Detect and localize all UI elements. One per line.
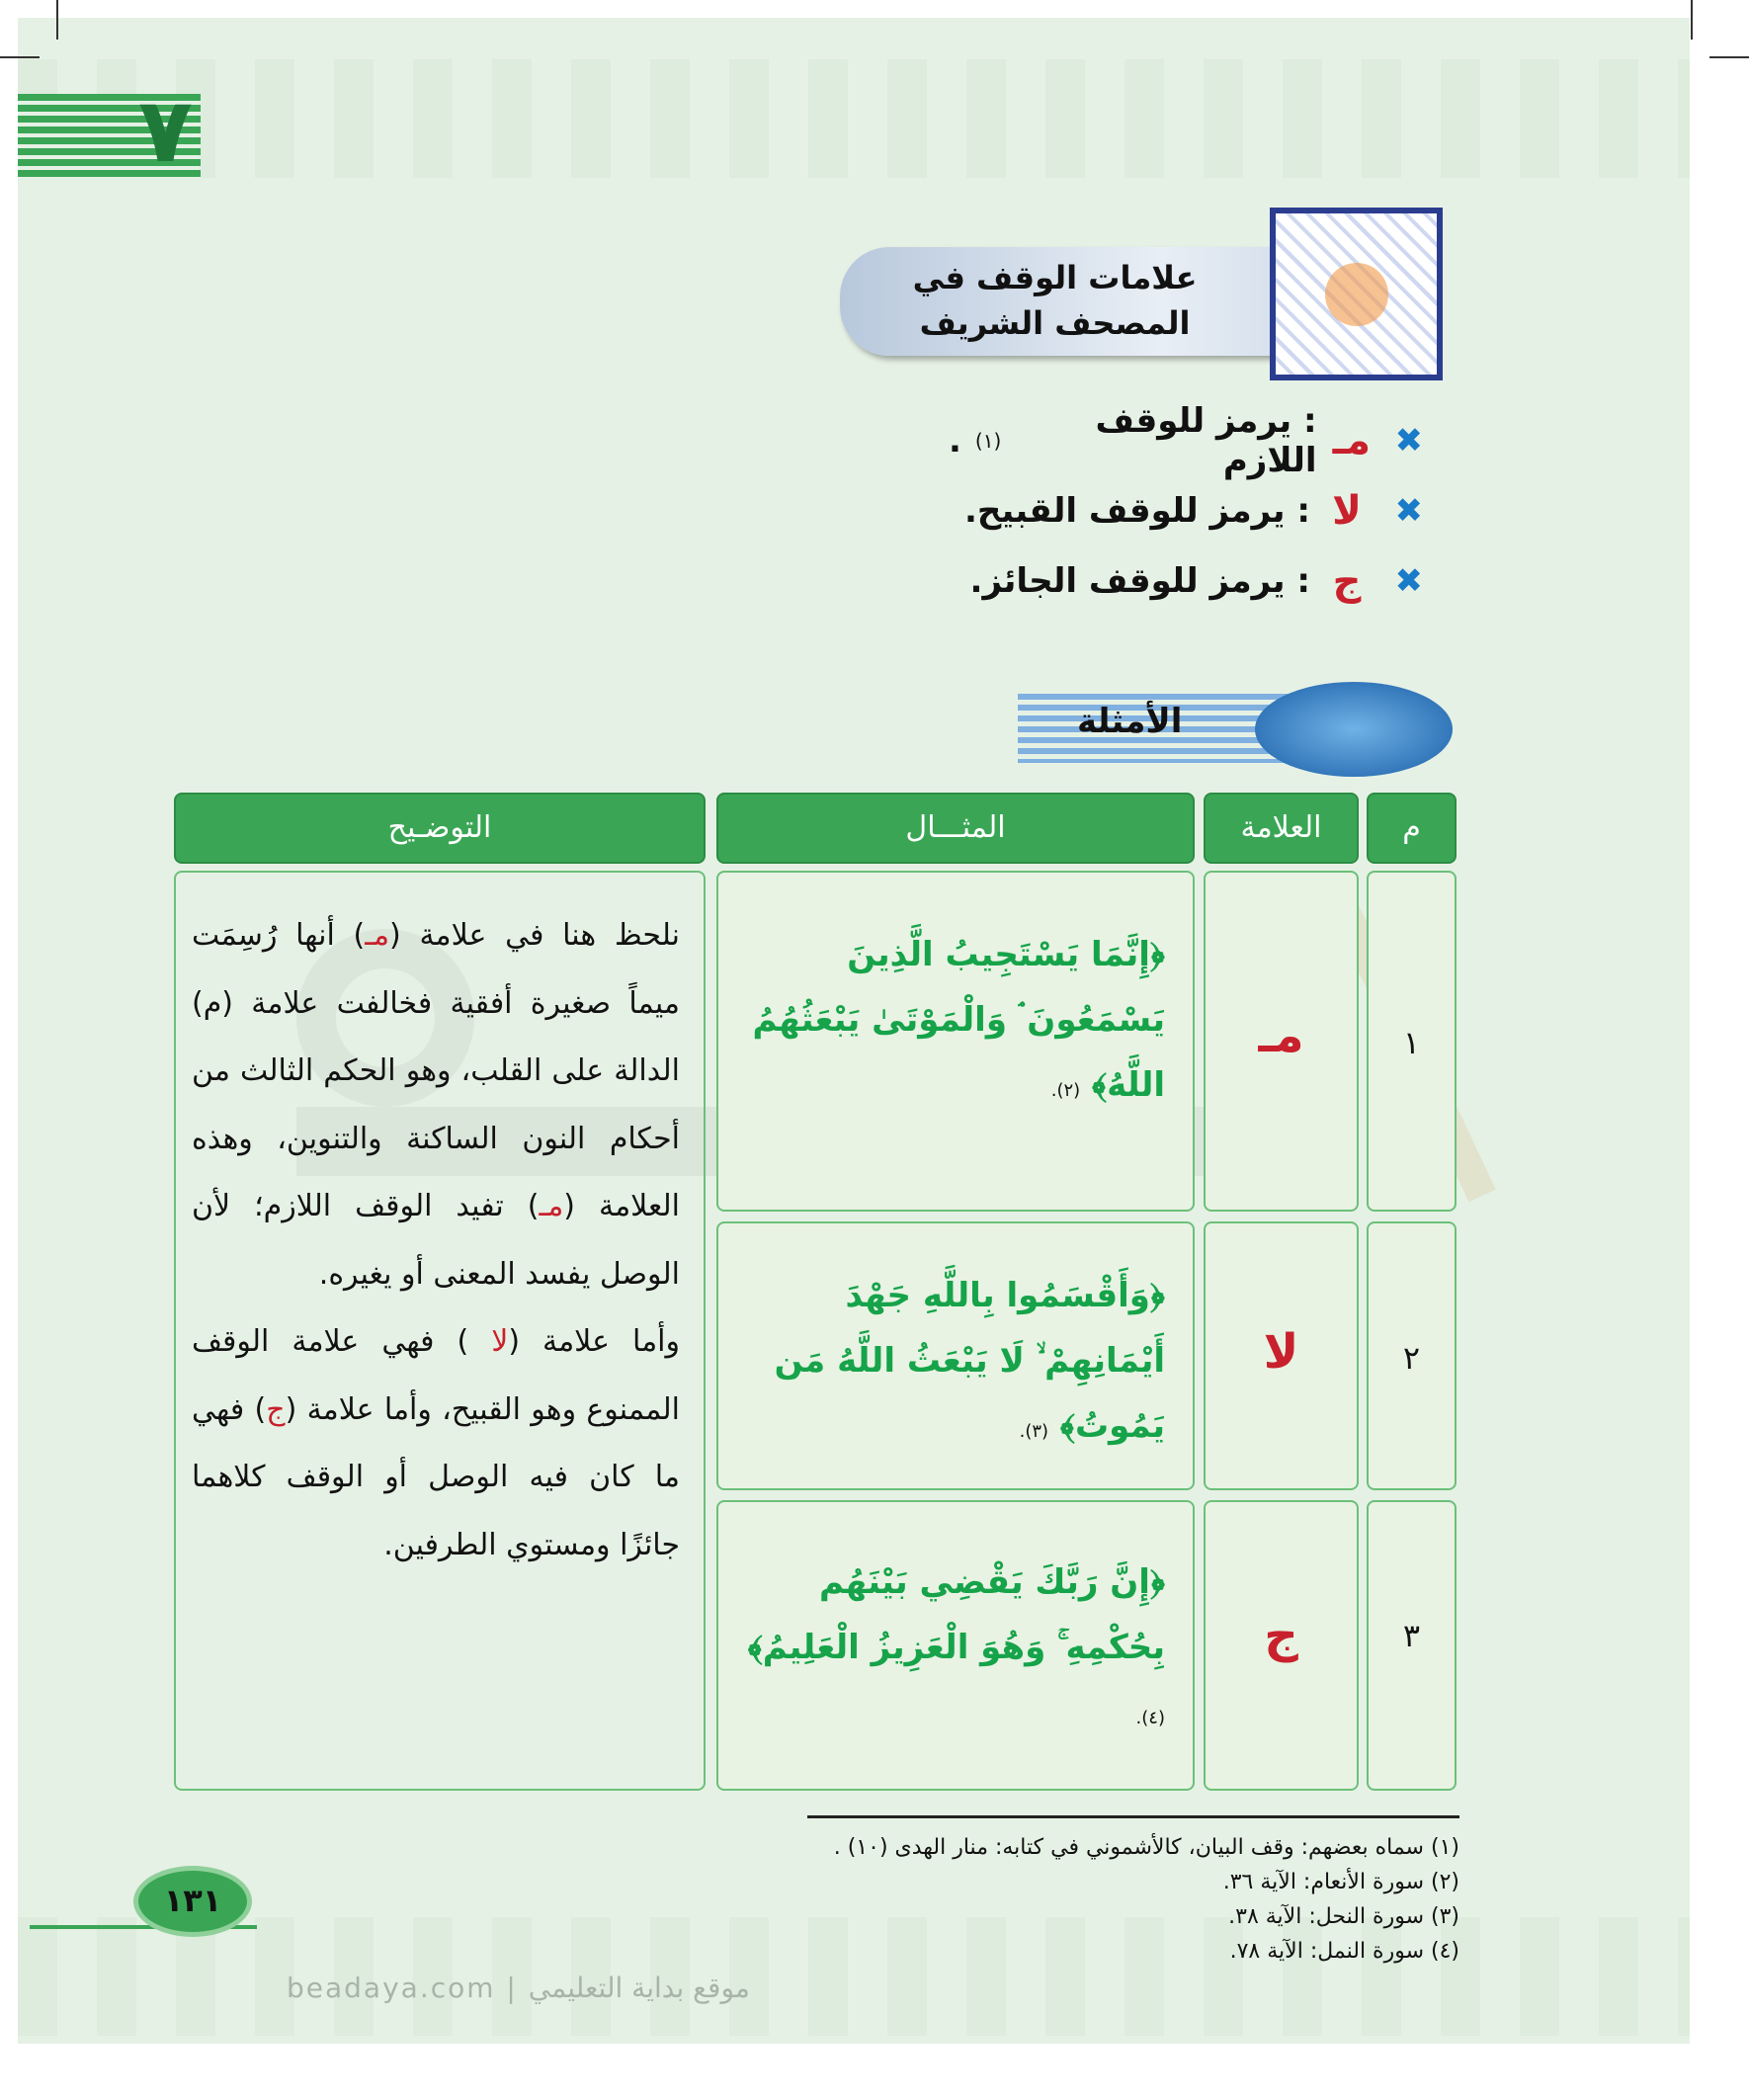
list-item bbox=[949, 475, 1423, 546]
text: ) فهي ما كان فيه الوصل أو الوقف كلاهما جائزًا ومستوي الطرفين. bbox=[192, 1391, 680, 1562]
row-example bbox=[716, 1500, 1195, 1791]
examples-label: الأمثلة bbox=[1077, 702, 1183, 741]
stop-mark: مـ bbox=[539, 1189, 564, 1223]
stop-mark: لا bbox=[1332, 487, 1362, 534]
footnote: (٤) سورة النمل: الآية ٧٨. bbox=[1229, 1939, 1459, 1964]
crop-mark bbox=[1691, 0, 1693, 40]
footnote: (١) سماه بعضهم: وقف البيان، كالأشموني في كتابه: منار الهدى (١٠) . bbox=[833, 1835, 1459, 1860]
ayah-text: ﴿وَأَقْسَمُوا بِاللَّهِ جَهْدَ أَيْمَانِهِمْ ۙ لَا يَبْعَثُ اللَّهُ مَن يَمُوتُ﴾ bbox=[774, 1276, 1165, 1446]
text: ) أنها رُسِمَت ميماً صغيرة أفقية فخالفت علامة (م) الدالة على القلب، وهو الحكم الثالث من أحكام النون الساكنة والتنوين، وهذه العلامة ( bbox=[192, 918, 680, 1223]
stop-mark: لا bbox=[491, 1324, 509, 1359]
row-example bbox=[716, 871, 1195, 1212]
examples-heading bbox=[1018, 682, 1453, 777]
footnote-divider bbox=[807, 1815, 1459, 1818]
text: نلحظ هنا في علامة ( bbox=[389, 918, 680, 953]
pencil-globe-icon bbox=[1255, 682, 1453, 777]
chapter-number: ٧ bbox=[138, 79, 193, 183]
stop-mark: ج bbox=[266, 1391, 286, 1427]
list-item-text: : يرمز للوقف اللازم bbox=[1095, 400, 1317, 480]
crop-mark bbox=[56, 0, 58, 40]
ayah-ref: (٢). bbox=[1050, 1080, 1081, 1101]
header-explanation: التوضـيح bbox=[174, 793, 706, 864]
row-num: ١ bbox=[1367, 871, 1457, 1212]
row-num: ٣ bbox=[1367, 1500, 1457, 1791]
list-item-text: : يرمز للوقف الجائز. bbox=[969, 560, 1310, 601]
stop-mark: مـ bbox=[1332, 417, 1372, 463]
period: . bbox=[949, 420, 961, 461]
row-mark: مـ bbox=[1204, 871, 1359, 1212]
crop-mark bbox=[1709, 56, 1749, 58]
ayah-text: ﴿إِنَّ رَبَّكَ يَقْضِي بَيْنَهُم بِحُكْمِهِ ۚ وَهُوَ الْعَزِيزُ الْعَلِيمُ﴾ bbox=[747, 1562, 1165, 1667]
list-item bbox=[949, 546, 1423, 616]
stop-marks-list bbox=[949, 400, 1423, 616]
text: ) فهي علامة الوقف الممنوع وهو القبيح، وأما علامة ( bbox=[192, 1324, 680, 1427]
footnote-ref: (١) bbox=[974, 428, 1002, 453]
list-item-text: : يرمز للوقف القبيح. bbox=[963, 490, 1310, 531]
row-mark: لا bbox=[1204, 1221, 1359, 1490]
row-example bbox=[716, 1221, 1195, 1490]
stop-mark: مـ bbox=[365, 918, 390, 953]
list-item bbox=[949, 400, 1423, 480]
text: وأما علامة ( bbox=[508, 1324, 680, 1359]
page-number: ١٣١ bbox=[133, 1866, 252, 1937]
header-mark: العلامة bbox=[1204, 793, 1359, 864]
header-example: المثـــال bbox=[716, 793, 1195, 864]
star-bullet-icon: ✖ bbox=[1394, 490, 1423, 531]
stop-mark: ج bbox=[1332, 557, 1362, 604]
header-num: م bbox=[1367, 793, 1457, 864]
top-ornament-band bbox=[18, 59, 1690, 178]
lesson-title: علامات الوقف في المصحف الشريف bbox=[840, 247, 1374, 356]
explanation-cell bbox=[174, 871, 706, 1791]
footnote: (٢) سورة الأنعام: الآية ٣٦. bbox=[1222, 1870, 1459, 1894]
ayah-text: ﴿إِنَّمَا يَسْتَجِيبُ الَّذِينَ يَسْمَعُونَ ۘ وَالْمَوْتَىٰ يَبْعَثُهُمُ اللَّهُ﴾ bbox=[752, 935, 1165, 1105]
watermark-site: beadaya.com | موقع بداية التعليمي bbox=[287, 1972, 750, 2004]
row-num: ٢ bbox=[1367, 1221, 1457, 1490]
ayah-ref: (٤). bbox=[1135, 1708, 1165, 1728]
text: ) تفيد الوقف اللازم؛ لأن الوصل يفسد المعنى أو يغيره. bbox=[192, 1189, 680, 1292]
ornament-icon bbox=[1270, 208, 1443, 380]
star-bullet-icon: ✖ bbox=[1394, 560, 1423, 601]
crop-mark bbox=[0, 56, 40, 58]
row-mark: ج bbox=[1204, 1500, 1359, 1791]
ayah-ref: (٣). bbox=[1019, 1421, 1049, 1442]
footnote: (٣) سورة النحل: الآية ٣٨. bbox=[1228, 1904, 1459, 1929]
footnotes bbox=[807, 1830, 1459, 1969]
star-bullet-icon: ✖ bbox=[1394, 420, 1423, 461]
